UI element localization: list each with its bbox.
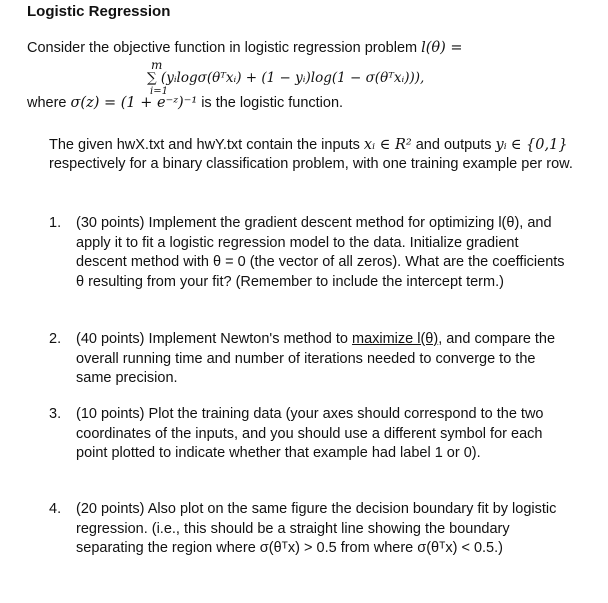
where-prefix: where bbox=[27, 95, 67, 111]
item-text: (10 points) Plot the training data (your axes should correspond to the two coordinates of the inputs, and you should use a different symbol for each point plotted to indicate whether that example had label 1 or 0). bbox=[76, 406, 544, 461]
para-part3: respectively for a binary classification problem, with one training example per row. bbox=[49, 156, 573, 172]
item-text: (30 points) Implement the gradient descent method for optimizing l(θ), and apply it to fit a logistic regression model to the data. Initialize gradient descent method with θ = 0 (the vector of all zeros). What are the coefficients θ resulting from your fit? (Remember to include the intercept term.) bbox=[76, 215, 565, 290]
output-set-math: ∈ {0,1} bbox=[510, 137, 568, 153]
where-suffix: is the logistic function. bbox=[201, 95, 344, 111]
item-text-post: , and compare the overall running time and number of iterations needed to converge to the same precision. bbox=[76, 331, 556, 386]
question-item bbox=[49, 330, 569, 389]
item-text-pre: (40 points) Implement Newton's method to bbox=[76, 331, 348, 347]
para-part2: and outputs bbox=[415, 137, 492, 153]
page-title: Logistic Regression bbox=[27, 3, 171, 20]
item-number: 4. bbox=[49, 501, 62, 517]
sum-lower-limit: i=1 bbox=[150, 86, 168, 97]
intro-line bbox=[27, 40, 463, 56]
sum-upper-limit: m bbox=[151, 58, 163, 72]
question-item bbox=[49, 405, 569, 464]
maximize-link: maximize l(θ) bbox=[351, 331, 439, 347]
item-number: 2. bbox=[49, 331, 62, 347]
data-description-paragraph bbox=[49, 136, 579, 174]
item-body bbox=[76, 330, 569, 389]
question-item bbox=[49, 500, 569, 559]
objective-lhs: l(θ) = bbox=[421, 40, 463, 56]
question-item bbox=[49, 214, 569, 292]
output-var-math: yᵢ bbox=[495, 137, 507, 153]
item-text: (20 points) Also plot on the same figure the decision boundary fit by logistic regression. (i.e., this should be a straight line showing the boundary separating the region where σ(θᵀx) > 0.5 from where σ(θᵀx) < 0.5.) bbox=[76, 501, 557, 556]
para-part1: The given hwX.txt and hwY.txt contain the inputs bbox=[49, 137, 360, 153]
sum-body: ∑ (yᵢlogσ(θᵀxᵢ) + (1 − yᵢ)log(1 − σ(θᵀxᵢ))), bbox=[147, 70, 425, 86]
item-number: 3. bbox=[49, 406, 62, 422]
item-number: 1. bbox=[49, 215, 62, 231]
intro-text: Consider the objective function in logistic regression problem bbox=[27, 40, 418, 56]
input-domain-math: xᵢ ∈ R² bbox=[363, 137, 412, 153]
sigmoid-formula: σ(z) = (1 + e⁻ᶻ)⁻¹ bbox=[70, 95, 198, 111]
sigmoid-definition bbox=[27, 95, 343, 111]
